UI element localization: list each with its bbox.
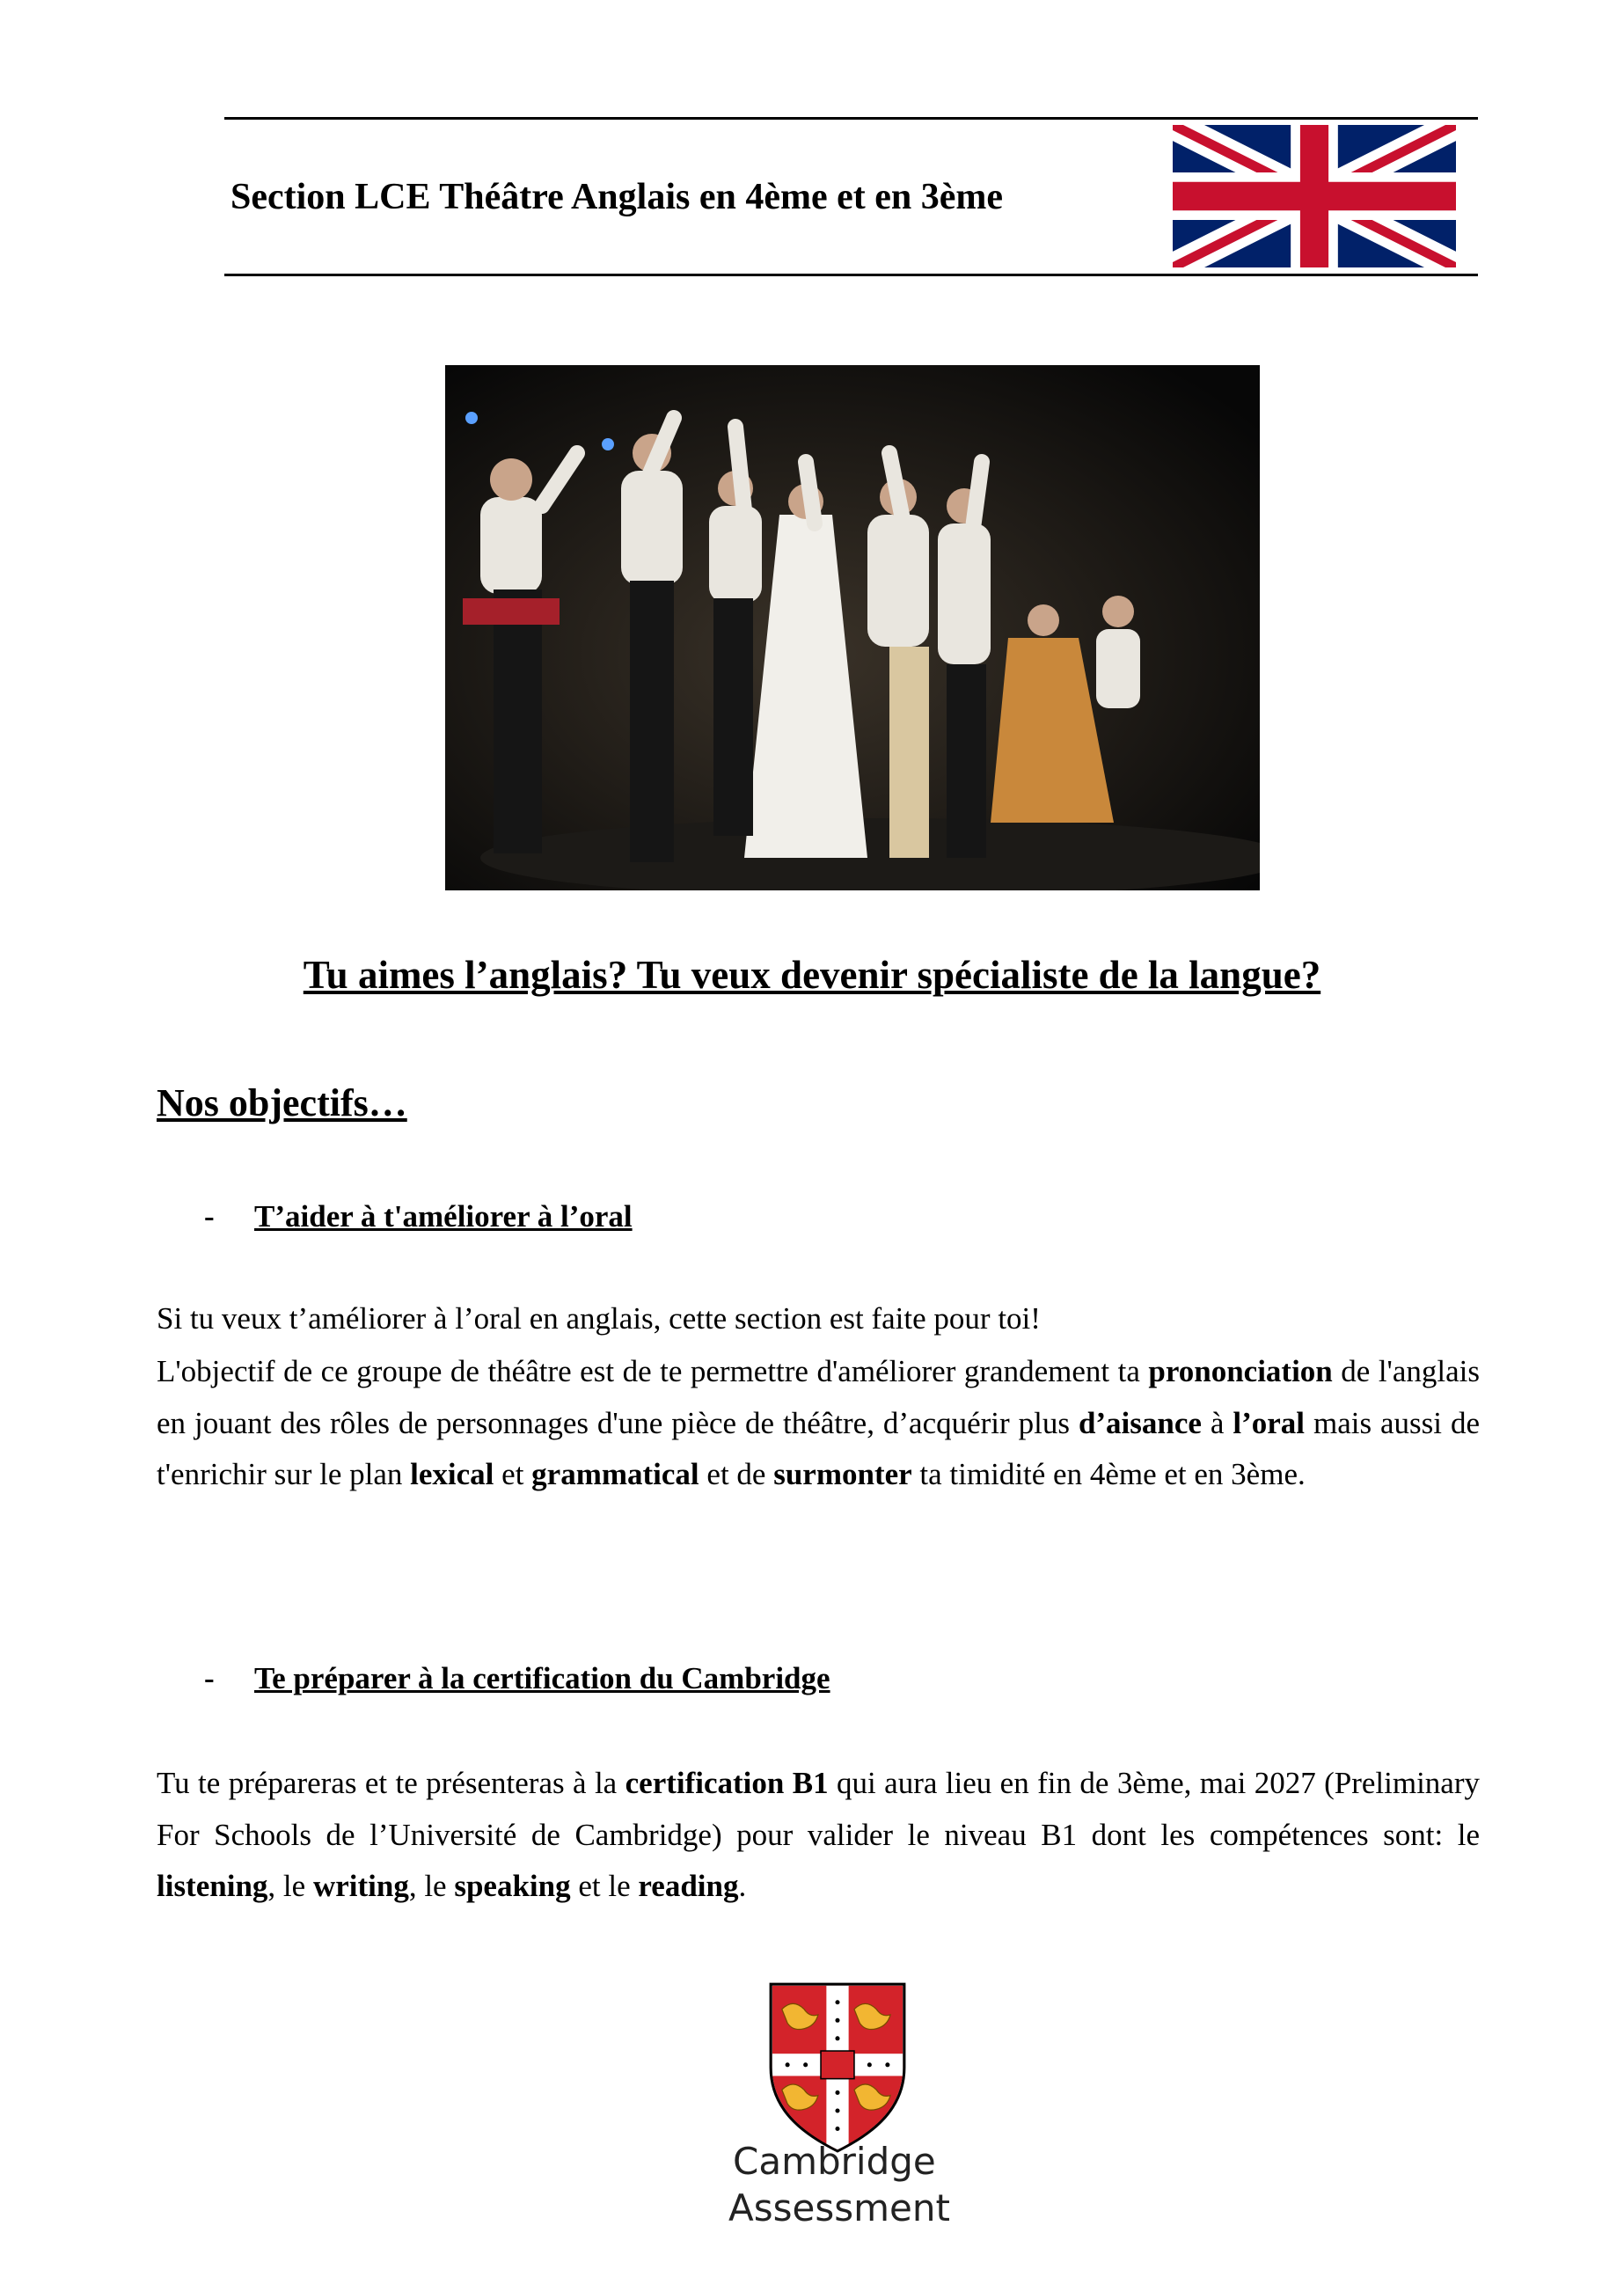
text-run: L'objectif de ce groupe de théâtre est de te permettre d'améliorer grandement ta bbox=[157, 1354, 1149, 1388]
text-run: ta timidité en 4ème et en 3ème. bbox=[911, 1457, 1306, 1491]
bold-certification: certification B1 bbox=[625, 1766, 829, 1800]
objective-2-title bbox=[204, 1661, 830, 1696]
header-title: Section LCE Théâtre Anglais en 4ème et en 3ème bbox=[230, 177, 1004, 217]
text-run: à bbox=[1201, 1405, 1233, 1440]
text-run: , le bbox=[267, 1869, 313, 1903]
list-dash: - bbox=[204, 1199, 215, 1234]
objective-1-title bbox=[204, 1199, 633, 1234]
text-run: de l'anglais en jouant des rôles de personnages d'une pièce de théâtre, d’acquérir plus bbox=[157, 1354, 1481, 1440]
objective-1-intro: Si tu veux t’améliorer à l’oral en anglais, cette section est faite pour toi! bbox=[157, 1301, 1041, 1336]
text-run: qui aura lieu en fin de 3ème, mai 2027 (Preliminary For Schools de l’Université de Cambridge) pour valider le niveau B1 dont les compétences sont: le bbox=[157, 1766, 1480, 1852]
objective-2-title-text: Te préparer à la certification du Cambridge bbox=[254, 1661, 830, 1695]
list-dash: - bbox=[204, 1661, 215, 1695]
text-run: . bbox=[738, 1869, 747, 1903]
bold-reading: reading bbox=[638, 1869, 739, 1903]
theatre-stage-bow-photo bbox=[445, 365, 1260, 890]
union-jack-flag-icon bbox=[1173, 125, 1456, 267]
bold-pronunciation: prononciation bbox=[1148, 1354, 1333, 1388]
objectives-heading: Nos objectifs… bbox=[157, 1081, 407, 1124]
logo-line-assessment: Assessment bbox=[728, 2186, 950, 2229]
bold-grammatical: grammatical bbox=[531, 1457, 699, 1491]
bold-lexical: lexical bbox=[410, 1457, 494, 1491]
bold-listening: listening bbox=[157, 1869, 268, 1903]
cambridge-crest-icon bbox=[768, 1981, 907, 2154]
header-top-rule bbox=[224, 117, 1478, 120]
header-bottom-rule bbox=[224, 274, 1478, 276]
text-run: Tu te prépareras et te présenteras à la bbox=[157, 1766, 625, 1800]
text-run: et le bbox=[570, 1869, 639, 1903]
bold-speaking: speaking bbox=[454, 1869, 571, 1903]
text-run: mais aussi de t'enrichir sur le plan bbox=[157, 1405, 1480, 1491]
bold-ease: d’aisance bbox=[1078, 1405, 1202, 1440]
objective-2-body bbox=[157, 1758, 1480, 1913]
text-run: , le bbox=[408, 1869, 455, 1903]
text-run: et de bbox=[699, 1457, 774, 1491]
objective-1-body bbox=[157, 1346, 1480, 1501]
bold-writing: writing bbox=[312, 1869, 409, 1903]
objective-1-title-text: T’aider à t'améliorer à l’oral bbox=[254, 1199, 633, 1234]
bold-oral: l’oral bbox=[1233, 1405, 1306, 1440]
headline: Tu aimes l’anglais? Tu veux devenir spécialiste de la langue? bbox=[303, 953, 1321, 997]
bold-overcome: surmonter bbox=[773, 1457, 912, 1491]
logo-line-cambridge: Cambridge bbox=[733, 2140, 936, 2183]
text-run: et bbox=[494, 1457, 532, 1491]
